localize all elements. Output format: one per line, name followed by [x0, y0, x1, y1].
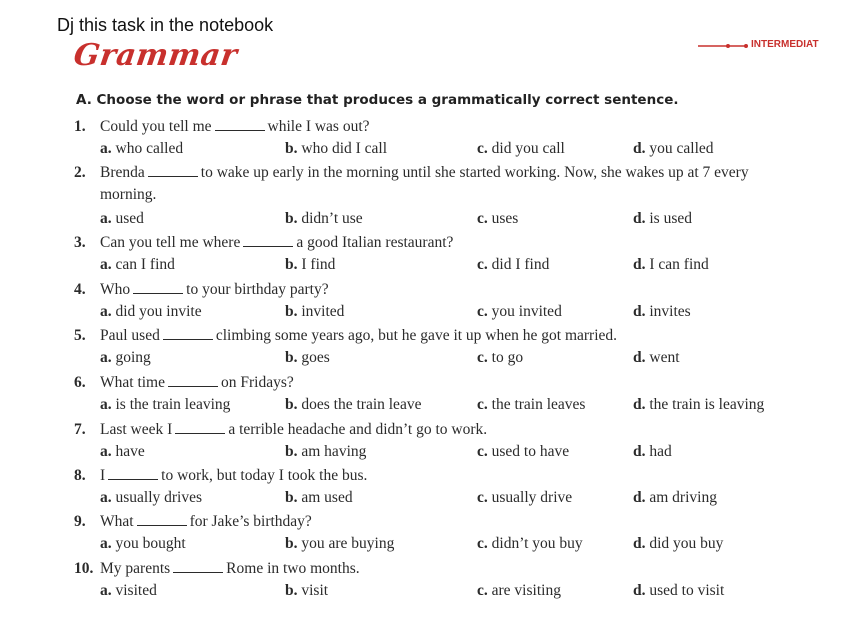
- option-letter: c.: [477, 535, 488, 552]
- answer-blank: [173, 559, 223, 573]
- question-text-before: What: [100, 513, 134, 530]
- option-b: [285, 256, 335, 274]
- option-text: did you call: [487, 140, 565, 157]
- option-letter: b.: [285, 582, 298, 599]
- option-letter: a.: [100, 396, 112, 413]
- option-letter: c.: [477, 582, 488, 599]
- option-a: [100, 535, 186, 553]
- option-text: who called: [111, 140, 184, 157]
- question-number: 4.: [74, 281, 86, 298]
- option-a: [100, 140, 183, 158]
- option-text: didn’t you buy: [487, 535, 583, 552]
- option-a: [100, 210, 144, 228]
- question-number: 10.: [74, 560, 94, 577]
- option-letter: d.: [633, 489, 646, 506]
- option-letter: d.: [633, 140, 646, 157]
- option-d: [633, 256, 709, 274]
- option-letter: c.: [477, 349, 488, 366]
- option-text: you are buying: [297, 535, 395, 552]
- question-number: 5.: [74, 327, 86, 344]
- option-text: going: [111, 349, 151, 366]
- question-continuation: morning.: [100, 186, 157, 203]
- option-text: you invited: [487, 303, 562, 320]
- option-b: [285, 535, 394, 553]
- option-text: did you invite: [111, 303, 202, 320]
- option-text: am having: [297, 443, 367, 460]
- question-6: [74, 373, 294, 392]
- option-letter: b.: [285, 303, 298, 320]
- option-c: [477, 489, 572, 507]
- option-text: went: [645, 349, 680, 366]
- answer-blank: [108, 466, 158, 480]
- option-letter: b.: [285, 210, 298, 227]
- option-text: the train is leaving: [645, 396, 765, 413]
- option-letter: a.: [100, 303, 112, 320]
- option-d: [633, 443, 672, 461]
- option-d: [633, 582, 724, 600]
- option-d: [633, 303, 691, 321]
- answer-blank: [163, 326, 213, 340]
- option-text: have: [111, 443, 145, 460]
- question-text-after: on Fridays?: [221, 374, 294, 391]
- question-10: [74, 559, 360, 578]
- option-letter: a.: [100, 256, 112, 273]
- option-text: am used: [297, 489, 353, 506]
- option-text: are visiting: [487, 582, 561, 599]
- level-label: INTERMEDIAT: [751, 39, 819, 50]
- question-5: [74, 326, 617, 345]
- question-number: 2.: [74, 164, 86, 181]
- question-text-before: What time: [100, 374, 165, 391]
- option-letter: c.: [477, 140, 488, 157]
- option-a: [100, 396, 230, 414]
- answer-blank: [215, 117, 265, 131]
- option-letter: c.: [477, 210, 488, 227]
- option-a: [100, 489, 202, 507]
- option-text: did I find: [487, 256, 550, 273]
- option-letter: b.: [285, 489, 298, 506]
- question-3: [74, 233, 453, 252]
- question-number: 1.: [74, 118, 86, 135]
- section-title: A. Choose the word or phrase that produces a grammatically correct sentence.: [76, 92, 679, 108]
- option-letter: a.: [100, 489, 112, 506]
- question-1: [74, 117, 370, 136]
- question-text-before: Could you tell me: [100, 118, 212, 135]
- question-number: 8.: [74, 467, 86, 484]
- option-letter: a.: [100, 210, 112, 227]
- option-letter: b.: [285, 140, 298, 157]
- option-text: invited: [297, 303, 345, 320]
- option-d: [633, 535, 723, 553]
- option-d: [633, 396, 764, 414]
- option-text: used to visit: [645, 582, 725, 599]
- option-d: [633, 210, 692, 228]
- option-a: [100, 303, 202, 321]
- answer-blank: [133, 280, 183, 294]
- option-c: [477, 443, 569, 461]
- option-text: goes: [297, 349, 330, 366]
- option-text: is the train leaving: [111, 396, 231, 413]
- question-text-after: while I was out?: [267, 118, 370, 135]
- option-letter: b.: [285, 443, 298, 460]
- option-text: usually drives: [111, 489, 203, 506]
- option-letter: d.: [633, 349, 646, 366]
- level-badge: [698, 39, 863, 53]
- question-number: 6.: [74, 374, 86, 391]
- option-c: [477, 396, 585, 414]
- answer-blank: [175, 420, 225, 434]
- question-number: 7.: [74, 421, 86, 438]
- option-letter: a.: [100, 140, 112, 157]
- option-a: [100, 256, 175, 274]
- option-b: [285, 210, 363, 228]
- question-7: [74, 420, 487, 439]
- option-letter: b.: [285, 396, 298, 413]
- question-8: [74, 466, 367, 485]
- question-text-before: Who: [100, 281, 131, 298]
- question-number: 9.: [74, 513, 86, 530]
- option-text: I can find: [645, 256, 709, 273]
- option-letter: d.: [633, 582, 646, 599]
- option-a: [100, 582, 157, 600]
- question-2: [74, 163, 749, 182]
- option-letter: d.: [633, 443, 646, 460]
- question-4: [74, 280, 329, 299]
- option-a: [100, 443, 145, 461]
- option-c: [477, 535, 583, 553]
- option-letter: a.: [100, 349, 112, 366]
- option-text: visited: [111, 582, 157, 599]
- option-text: you bought: [111, 535, 186, 552]
- option-c: [477, 210, 518, 228]
- option-letter: b.: [285, 256, 298, 273]
- option-c: [477, 140, 565, 158]
- option-d: [633, 489, 717, 507]
- option-text: to go: [487, 349, 524, 366]
- question-text-before: Paul used: [100, 327, 160, 344]
- option-text: invites: [645, 303, 691, 320]
- option-letter: d.: [633, 256, 646, 273]
- question-text-before: Brenda: [100, 164, 145, 181]
- question-text-after: a terrible headache and didn’t go to work.: [228, 421, 488, 438]
- answer-blank: [168, 373, 218, 387]
- option-letter: c.: [477, 443, 488, 460]
- option-c: [477, 582, 561, 600]
- question-text-before: Can you tell me where: [100, 234, 241, 251]
- option-a: [100, 349, 151, 367]
- option-text: am driving: [645, 489, 717, 506]
- option-text: the train leaves: [487, 396, 586, 413]
- question-text-before: My parents: [100, 560, 171, 577]
- option-text: usually drive: [487, 489, 573, 506]
- option-c: [477, 256, 549, 274]
- option-d: [633, 349, 680, 367]
- option-c: [477, 349, 523, 367]
- question-text-after: to work, but today I took the bus.: [161, 467, 368, 484]
- option-text: does the train leave: [297, 396, 422, 413]
- option-letter: a.: [100, 535, 112, 552]
- option-d: [633, 140, 714, 158]
- option-letter: c.: [477, 303, 488, 320]
- option-letter: c.: [477, 256, 488, 273]
- question-text-before: Last week I: [100, 421, 173, 438]
- option-letter: a.: [100, 582, 112, 599]
- option-b: [285, 489, 353, 507]
- option-text: had: [645, 443, 672, 460]
- option-b: [285, 443, 366, 461]
- question-text-after: to your birthday party?: [186, 281, 329, 298]
- option-text: can I find: [111, 256, 175, 273]
- level-arrow-icon: [698, 39, 758, 53]
- question-text-before: I: [100, 467, 106, 484]
- question-text-after: to wake up early in the morning until she started working. Now, she wakes up at 7 every: [200, 164, 749, 181]
- option-letter: c.: [477, 489, 488, 506]
- option-text: you called: [645, 140, 714, 157]
- option-text: uses: [487, 210, 519, 227]
- option-text: used: [111, 210, 144, 227]
- option-b: [285, 349, 330, 367]
- option-b: [285, 140, 387, 158]
- option-text: who did I call: [297, 140, 388, 157]
- grammar-logo: Grammar: [71, 38, 240, 73]
- option-c: [477, 303, 562, 321]
- question-text-after: Rome in two months.: [226, 560, 360, 577]
- option-b: [285, 396, 421, 414]
- option-letter: d.: [633, 210, 646, 227]
- option-letter: d.: [633, 303, 646, 320]
- option-b: [285, 582, 328, 600]
- option-letter: b.: [285, 349, 298, 366]
- option-text: is used: [645, 210, 692, 227]
- instruction-note: Dj this task in the notebook: [57, 15, 274, 35]
- answer-blank: [243, 233, 293, 247]
- question-text-after: climbing some years ago, but he gave it up when he got married.: [215, 327, 618, 344]
- option-letter: d.: [633, 535, 646, 552]
- question-9: [74, 512, 312, 531]
- question-text-after: a good Italian restaurant?: [296, 234, 454, 251]
- option-text: visit: [297, 582, 329, 599]
- option-text: did you buy: [645, 535, 724, 552]
- option-text: used to have: [487, 443, 570, 460]
- answer-blank: [137, 512, 187, 526]
- option-letter: c.: [477, 396, 488, 413]
- option-letter: d.: [633, 396, 646, 413]
- option-letter: a.: [100, 443, 112, 460]
- answer-blank: [148, 163, 198, 177]
- option-b: [285, 303, 344, 321]
- question-number: 3.: [74, 234, 86, 251]
- option-text: didn’t use: [297, 210, 363, 227]
- option-text: I find: [297, 256, 336, 273]
- option-letter: b.: [285, 535, 298, 552]
- question-text-after: for Jake’s birthday?: [189, 513, 312, 530]
